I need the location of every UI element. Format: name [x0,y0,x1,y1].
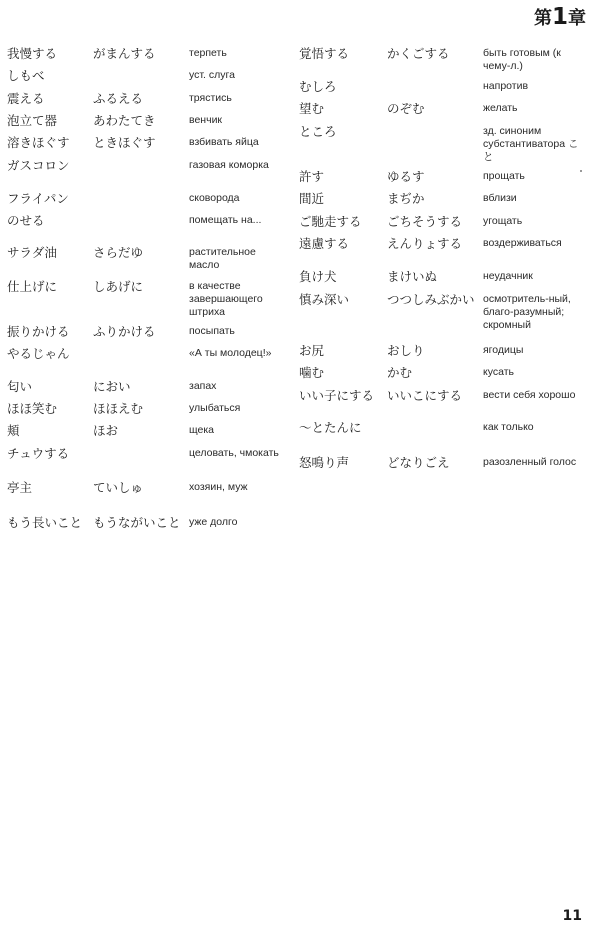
vocab-translation: вести себя хорошо [483,389,576,401]
vocab-word: 負け犬 [299,269,337,284]
vocab-word: 震える [7,91,45,106]
vocab-reading: まけいぬ [387,269,438,284]
vocab-word: 溶きほぐす [7,135,70,150]
vocab-reading: におい [93,379,131,394]
vocab-reading: いいこにする [387,388,463,403]
chapter-number: 1 [551,4,568,30]
vocab-translation: кусать [483,366,514,378]
vocab-word: 望む [299,101,325,116]
chapter-suffix: 章 [568,8,586,29]
vocab-translation: прощать [483,170,525,182]
vocab-reading: ときほぐす [93,135,156,150]
vocab-translation: угощать [483,215,523,227]
chapter-heading [534,4,586,30]
vocab-word: 亭主 [7,480,33,495]
vocab-word: 〜とたんに [299,420,362,435]
chapter-prefix: 第 [533,8,552,29]
vocab-word: もう長いこと [7,515,83,530]
vocab-translation: как только [483,421,534,433]
vocab-translation: разозленный голос [483,456,577,468]
vocab-translation: венчик [189,114,223,126]
speck-mark [580,170,582,172]
vocab-reading: まぢか [387,191,425,206]
vocab-reading: あわたてき [93,113,156,128]
vocab-word: 振りかける [7,324,70,339]
vocab-translation: растительное масло [189,246,256,271]
vocab-word: 慎み深い [299,292,350,307]
vocab-reading: ほお [93,423,119,438]
vocab-translation: запах [189,380,217,392]
vocab-reading: ごちそうする [387,214,463,229]
vocab-reading: どなりごえ [387,455,450,470]
vocab-reading: ゆるす [387,169,425,184]
vocab-translation: помещать на... [189,214,262,226]
vocab-translation: трястись [189,92,232,104]
vocab-reading: さらだゆ [93,245,144,260]
vocab-reading: かむ [387,365,413,380]
vocab-word: いい子にする [299,388,375,403]
vocab-translation: «А ты молодец!» [189,347,272,359]
vocab-word: 泡立て器 [7,113,58,128]
vocab-translation: хозяин, муж [189,481,248,493]
vocab-reading: ほほえむ [93,401,144,416]
vocab-word: ガスコロン [7,158,70,173]
vocab-translation: посыпать [189,325,235,337]
vocab-translation: уже долго [189,516,238,528]
vocab-reading: しあげに [93,279,144,294]
vocab-reading: ふりかける [93,324,156,339]
vocab-translation: зд. синоним субстантиватора こと [483,125,579,163]
page-number: 11 [562,908,582,924]
vocab-word: 覚悟する [299,46,350,61]
vocab-translation: щека [189,424,215,436]
vocab-word: しもべ [7,68,45,83]
vocab-word: 頬 [7,423,20,438]
vocab-translation: желать [483,102,518,114]
vocab-translation: сковорода [189,192,240,204]
vocab-word: 遠慮する [299,236,350,251]
vocab-translation: взбивать яйца [189,136,259,148]
vocab-translation: газовая коморка [189,159,269,171]
vocab-reading: がまんする [93,46,156,61]
vocab-word: 仕上げに [7,279,58,294]
vocab-reading: えんりょする [387,236,463,251]
vocab-word: むしろ [299,79,337,94]
vocab-translation: терпеть [189,47,227,59]
vocab-word: チュウする [7,446,70,461]
vocab-word: 噛む [299,365,325,380]
vocab-word: やるじゃん [7,346,70,361]
vocab-translation: улыбаться [189,402,241,414]
vocab-reading: ふるえる [93,91,144,106]
vocab-translation: вблизи [483,192,517,204]
vocab-translation: неудачник [483,270,533,282]
vocab-word: サラダ油 [7,245,57,260]
vocab-translation: быть готовым (к чему-л.) [483,47,561,72]
vocab-word: 匂い [7,379,33,394]
vocab-translation: целовать, чмокать [189,447,279,459]
vocab-translation: в качестве завершающего штриха [189,280,263,318]
vocab-word: のせる [7,213,45,228]
vocab-translation: напротив [483,80,529,92]
vocab-reading: かくごする [387,46,450,61]
vocab-reading: もうながいこと [93,515,181,530]
vocab-word: 間近 [299,191,325,206]
vocab-reading: のぞむ [387,101,425,116]
vocab-word: 怒鳴り声 [299,455,350,470]
vocab-translation: уст. слуга [189,69,235,81]
vocab-translation: воздерживаться [483,237,562,249]
vocab-reading: つつしみぶかい [387,292,475,307]
vocab-word: ご馳走する [299,214,362,229]
vocab-word: フライパン [7,191,69,206]
vocab-word: 許す [299,169,325,184]
vocab-word: ほほ笑む [7,401,58,416]
vocab-word: ところ [299,124,337,139]
vocab-reading: おしり [387,343,425,358]
vocab-word: お尻 [299,343,325,358]
vocab-translation: ягодицы [483,344,524,356]
vocab-reading: ていしゅ [93,480,144,495]
vocab-word: 我慢する [7,46,58,61]
vocab-translation: осмотритель-ный, благо-разумный; скромный [483,293,571,331]
